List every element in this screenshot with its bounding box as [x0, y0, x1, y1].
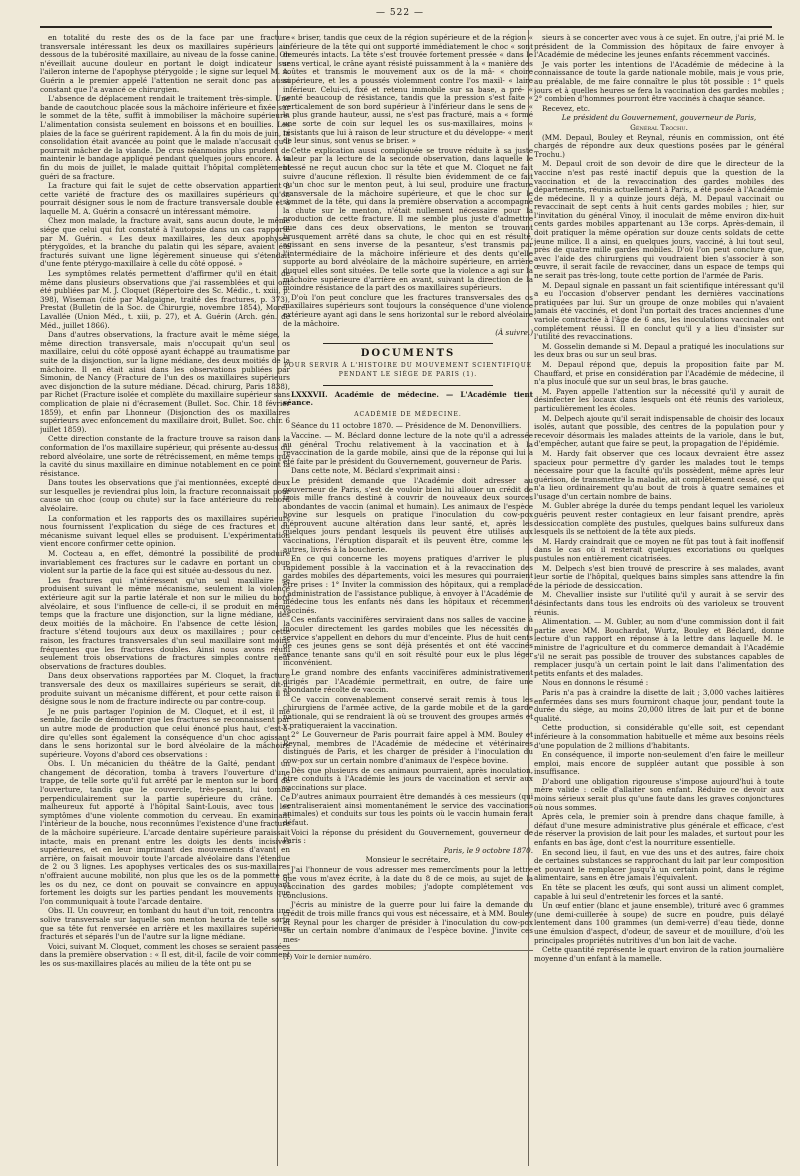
- page-number: — 522 —: [376, 8, 424, 18]
- paragraph: Cette production, si considérable qu'elle soit, est cependant inférieure à la consommation habituelle et même aux besoins réels d'une population de 2 millions d'habitants.: [534, 723, 784, 750]
- paragraph: Je ne puis partager l'opinion de M. Cloquet, et il est, il me semble, facile de démontrer que les fractures se reconnaissent par un autre mode de production que celui énoncé plus haut, c'est-à-dire qu'elles sont également la conséquence d'un choc agissant dans le sens horizontal sur le bord alvéolaire de la mâchoire supérieure. Voyons d'abord ces observations :: [40, 706, 290, 759]
- paragraph: La conformation et les rapports des os maxillaires supérieurs nous fournissent l'explication du siége de ces fractures et du mécanisme suivant lequel elles se produisent. L'expérimentation vient encore confirmer cette opinion.: [40, 513, 290, 549]
- paragraph: M. Delpech ajoute qu'il serait indispensable de choisir des locaux isolés, autant que possible, des centres de la population pour y recevoir désormais les malades atteints de la variole, dans le but, d'empêcher, autant que faire se peut, la propagation de l'épidémie.: [534, 413, 784, 449]
- paragraph: L'absence de déplacement rendait le traitement très-simple. Une bande de caoutchouc placée sous la mâchoire inférieure et fixée sur le sommet de la tête, suffit à immobiliser la mâchoire supérieure. L'alimentation consista seulement en boissons et en bouillies. Les plaies de la face se guérirent rapidement. À la fin du mois de juin, la consolidation était avancée au point que le malade n'accusait qu'il pourrait mâcher de la viande. De crus néanmoins plus prudent de maintenir le bandage appliqué pendant quelques jours encore. À la fin du mois de juillet, le malade quittait l'hôpital complètement guéri de sa fracture.: [40, 94, 290, 181]
- paragraph: Cette explication aussi compliquée se trouve réduite à sa juste valeur par la lecture de la seconde observation, dans laquelle le blessé ne reçut aucun choc sur la tête et que M. Cloquet ne fait suivre d'aucune réflexion. Il résulte bien évidemment de ce fait qu'un choc sur le menton peut, à lui seul, produire une fracture transversale de la mâchoire supérieure, et que le choc sur le sommet de la tête, qui dans la première observation a accompagné la chute sur le menton, n'était nullement nécessaire pour la production de cette fracture. Il me semble plus juste d'admettre que dans ces deux observations, le menton se trouvant brusquement arrêté dans sa chute, le choc qui en est résulté, agissant en sens inverse de la pesanteur, s'est transmis par l'intermédiaire de la mâchoire inférieure et des dents qu'elle supporte au bord alvéolaire de la mâchoire supérieure, en arrière duquel elles sont situées. De telle sorte que la violence a agi sur la mâchoire supérieure d'arrière en avant, suivant la direction de la moindre résistance de la part des os maxillaires supérieurs.: [283, 145, 533, 293]
- paragraph: Alimentation. — M. Gubler, au nom d'une commission dont il fait partie avec MM. Bouchardat, Wurtz, Bouley et Béclard, donne lecture d'un rapport en réponse à la lettre dans laquelle M. le ministre de l'agriculture et du commerce demandait à l'Académie s'il ne serait pas possible de trouver des substances capables de remplacer jusqu'à un certain point le lait dans l'alimentation des petits enfants et des malades.: [534, 617, 784, 678]
- signoff-role: Le président du Gouvernement, gouverneur de Paris,: [561, 113, 757, 123]
- paragraph: Cette direction constante de la fracture trouve sa raison dans la conformation de l'os maxillaire supérieur, qui présente au-dessus du rebord alvéolaire, une sorte de rétrécissement, en même temps que la cavité du sinus maxillaire en diminue notablement en ce point la résistance.: [40, 434, 290, 478]
- paragraph: D'autres animaux pourraient être demandés à ces messieurs (qui centraliseraient ainsi momentanément le service des vaccinations animales) et conduits sur tous les points où le vaccin humain ferait défaut.: [283, 792, 533, 828]
- session-line: Séance du 11 octobre 1870. — Présidence de M. Denonvilliers.: [291, 421, 522, 431]
- paragraph: J'ai l'honneur de vous adresser mes remercîments pour la lettre que vous m'avez écrite, à la date du 8 de ce mois, au sujet de la vaccination des gardes mobiles; j'adopte complétement vos conclusions.: [283, 865, 533, 900]
- academy-heading: ACADÉMIE DE MÉDECINE.: [354, 410, 462, 418]
- signoff-name: Général Trochu.: [630, 122, 688, 132]
- paragraph: Dans toutes les observations que j'ai mentionnées, excepté deux sur lesquelles je reviendrai plus loin, la fracture reconnaissait pour cause un choc (coup ou chute) sur la face antérieure du rebord alvéolaire.: [40, 478, 290, 514]
- paragraph: (MM. Depaul, Bouley et Reynal, réunis en commission, ont été chargés de répondre aux deux questions posées par le général Trochu.): [534, 132, 784, 159]
- paragraph: En tête se placent les œufs, qui sont aussi un aliment complet, capable à lui seul d'entretenir les forces et la santé.: [534, 883, 784, 901]
- section-heading: LXXXVII. Académie de médecine. — L'Académie tient séance.: [283, 389, 533, 408]
- header-rule: [40, 26, 772, 28]
- column-2: [283, 34, 533, 1166]
- paragraph: M. Gubler abrége la durée du temps pendant lequel les varioleux guéris peuvent rester contagieux en leur faisant prendre, après dessiccation complète des pustules, quelques bains sulfureux dans lesquels ils se nettoient de la tête aux pieds.: [534, 501, 784, 537]
- paragraph: Vaccine. — M. Béclard donne lecture de la note qu'il a adressée au général Trochu relativement à la vaccination et à la revaccination de la garde mobile, ainsi que de la réponse qui lui a été faite par le président du Gouvernement, gouverneur de Paris.: [283, 430, 533, 466]
- paragraph: Nous en donnons le résumé :: [542, 678, 649, 688]
- paragraph: En ce qui concerne les moyens pratiques d'arriver le plus rapidement possible à la vaccination et à la revaccination des gardes mobiles des départements, voici les mesures qui pourraient être prises : 1° Inviter la commission des hôpitaux, qui a remplacé l'administration de l'assistance publique, à envoyer à l'Académie de médecine tous les enfants nés dans les hôpitaux et récemment vaccinés.: [283, 554, 533, 615]
- paragraph: Le grand nombre des enfants vaccinifères administrativement dirigés par l'Académie permettrait, en outre, de faire une abondante récolte de vaccin.: [283, 667, 533, 695]
- paragraph: en totalité du reste des os de la face par une fracture transversale intéressant les deux os maxillaires supérieurs au-dessous de la tubérosité maxillaire, au niveau de la fosse canine. On n'éveillait aucune douleur en portant le doigt indicateur sur l'aileron interne de l'apophyse ptérygoïde ; le signe sur lequel M. A. Guérin a le premier appelé l'attention ne serait donc pas aussi constant que l'a avancé ce chirurgien.: [40, 34, 290, 94]
- paragraph: Dans d'autres observations, la fracture avait le même siége, la même direction transversale, mais n'occupait qu'un seul os maxillaire, celui du côté opposé ayant échappé au traumatisme par suite de la disjonction, sur la ligne médiane, des deux moitiés de la mâchoire. Il en était ainsi dans les observations publiées par Simonin, de Nancy (Fracture de l'un des os maxillaires supérieurs avec disjonction de la suture médiane. Décad. chirurg, Paris 1838), par Richet (Fracture isolée et complète du maxillaire supérieur sans complication de plaie ni d'écrasement (Bullet. Soc. Chir. 18 février 1859), et enfin par Lhonneur (Disjonction des os maxillaires supérieurs avec enfoncement du maxillaire droit, Bullet. Soc. chir. 6 juillet 1859).: [40, 330, 290, 434]
- paragraph: Chez mon malade, la fracture avait, sans aucun doute, le même siége que celui qui fut constaté à l'autopsie dans un cas rapporté par M. Guérin. « Les deux maxillaires, les deux apophyses ptérygoïdes, et la branche du palatin qui les sépare, avaient été fracturés suivant une ligne légèrement sinueuse qui s'étendait d'une fente ptérygo-maxillaire à celle du côté opposé. »: [40, 216, 290, 269]
- paragraph: Un œuf entier (blanc et jaune ensemble), trituré avec 6 grammes (une demi-cuillerée à soupe) de sucre en poudre, puis délayé lentement dans 100 grammes (un demi-verre) d'eau tiède, donne une émulsion d'aspect, d'odeur, de saveur et de mouillure, d'où les principales propriétés nutritives d'un bon lait de vache.: [534, 901, 784, 945]
- section-rule: [323, 385, 493, 386]
- paragraph: Recevez, etc.: [542, 103, 591, 113]
- paragraph: Je vais porter les intentions de l'Académie de médecine à la connaissance de toute la garde nationale mobile, mais je vous prie, au préalable, de me faire connaître le plus tôt possible : 1° quels jours et à quelles heures se fera la vaccination des gardes mobiles ; 2° combien d'hommes pourront être vaccinés à chaque séance.: [534, 59, 784, 104]
- paragraph: D'où l'on peut conclure que les fractures transversales des os maxillaires supérieurs sont toujours la conséquence d'une violence extérieure ayant agi dans le sens horizontal sur le rebord alvéolaire de la mâchoire.: [283, 292, 533, 328]
- paragraph: Ce vaccin convenablement conservé serait remis à tous les chirurgiens de l'armée active, de la garde mobile et de la garde nationale, qui se rendraient là où se trouvent des groupes armés et y pratiqueraient la vaccination.: [283, 694, 533, 730]
- paragraph: Les fractures qui n'intéressent qu'un seul maxillaire se produisent suivant le même mécanisme, seulement la violence extérieure agit sur la partie latérale et non sur le milieu du bord alvéolaire, et sous l'influence de celle-ci, il se produit en même temps que la fracture une disjonction, sur la ligne médiane, des deux moitiés de la mâchoire. En l'absence de cette lésion, la fracture s'étend toujours aux deux os maxillaires ; pour cette raison, les fractures transversales d'un seul maxillaire sont moins fréquentes que les fractures doubles. Ainsi nous avons réuni seulement trois observations de fractures simples contre neuf observations de fractures doubles.: [40, 575, 290, 671]
- paragraph: M. Hardy fait observer que ces locaux devraient être assez spacieux pour permettre d'y garder les malades tout le temps nécessaire pour que la faculté qu'ils possèdent, même après leur guérison, de transmettre la maladie, ait complètement cessé, ce qui n'a lieu ordinairement qu'au bout de trois à quatre semaines et l'usage d'un certain nombre de bains.: [534, 448, 784, 501]
- footnote: (1) Voir le dernier numéro.: [283, 950, 533, 962]
- paragraph: M. Depaul croit de son devoir de dire que le directeur de la vaccine n'est pas resté inactif depuis que la question de la vaccination et de la revaccination des gardes mobiles des départements, réunis actuellement à Paris, a été posée à l'Académie de médecine. Il y a quinze jours déjà, M. Depaul vaccinait ou revaccinait de sept cents à huit cents gardes mobiles ; hier, sur l'invitation du général Vinoy, il inoculait de même environ dix-huit cents gardes mobiles appartenant au 13e corps. Après-demain, il doit pratiquer la même opération sur douze cents soldats de cette jeune milice. Il a ainsi, en quelques jours, vacciné, à lui tout seul, près de quatre mille gardes mobiles. D'où l'on peut conclure que, avec l'aide des chirurgiens qui voudraient bien s'associer à son œuvre, il serait facile de revacciner, dans un espace de temps qui ne serait pas très-long, toute cette portion de l'armée de Paris.: [534, 159, 784, 281]
- paragraph: Ces enfants vaccinifères serviraient dans nos salles de vaccine à inoculer directement les gardes mobiles que les nécessités du service s'appellent en dehors du mur d'enceinte. Plus de huit cents de ces jeunes gens se sont déjà présentés et ont été vaccinés séance tenante sans qu'il en soit résulté pour eux le plus léger inconvénient.: [283, 615, 533, 668]
- documents-title: DOCUMENTS: [360, 347, 456, 359]
- paragraph: Les symptômes relatés permettent d'affirmer qu'il en était de même dans plusieurs observations que j'ai rassemblées et qui ont été publiées par M. J. Cloquet (Répertoire des Sc. Médic., t. xxiii, p. 398), Wiseman (cité par Malgaigne, traité des fractures, p. 373), Prestat (Bulletin de la Soc. de Chirurgie, novembre 1854), Morel-Lavallée (Union Méd., t. xiii, p. 27), et A. Guérin (Arch. gén. de Méd., juillet 1866).: [40, 269, 290, 330]
- paragraph: M. Gosselin demande si M. Depaul a pratiqué les inoculations sur les deux bras ou sur un seul bras.: [534, 341, 784, 360]
- paragraph: J'écris au ministre de la guerre pour lui faire la demande du crédit de trois mille francs qui vous est nécessaire, et à MM. Bouley et Reynal pour les charger de présider à l'inoculation du cow-pox sur un certain nombre d'animaux de l'espèce bovine. J'invite ces mes-: [283, 900, 533, 944]
- paragraph: En conséquence, il importe non-seulement d'en faire le meilleur emploi, mais encore de suppléer autant que possible à son insuffisance.: [534, 750, 784, 777]
- paragraph: M. Chevallier insiste sur l'utilité qu'il y aurait à se servir des désinfectants dans tous les endroits où des varioleux se trouvent réunis.: [534, 590, 784, 617]
- paragraph: 2° Le Gouverneur de Paris pourrait faire appel à MM. Bouley et Reynal, membres de l'Académie de médecine et vétérinaires distingués de Paris, et les charger de présider à l'inoculation du cow-pox sur un certain nombre d'animaux de l'espèce bovine.: [283, 730, 533, 765]
- paragraph: D'abord une obligation rigoureuse s'impose aujourd'hui à toute mère valide : celle d'allaiter son enfant. Réduire ce devoir aux moins sérieux serait plus qu'une faute dans les graves conjonctures où nous sommes.: [534, 776, 784, 812]
- paragraph: Après cela, le premier soin à prendre dans chaque famille, à défaut d'une mesure administrative plus générale et efficace, c'est de réserver la provision de lait pour les malades, et surtout pour les enfants en bas âge, dont c'est la nourriture essentielle.: [534, 812, 784, 848]
- letter-salutation: Monsieur le secrétaire,: [365, 855, 451, 865]
- paragraph: La fracture qui fait le sujet de cette observation appartient à cette variété de fracture des os maxillaires supérieurs qu'on pourrait désigner sous le nom de fracture transversale double et à laquelle M. A. Guérin a consacré un intéressant mémoire.: [40, 181, 290, 216]
- section-rule: [323, 343, 493, 344]
- letter-date: Paris, le 9 octobre 1870.: [443, 845, 533, 855]
- paragraph: M. Cocteau a, en effet, démontré la possibilité de produire invariablement ces fractures sur le cadavre en portant un coup violent sur la partie de la face qui est située au-dessous du nez.: [40, 549, 290, 576]
- paragraph: M. Depaul signale en passant un fait scientifique intéressant qu'il a eu l'occasion d'observer pendant les dernières vaccinations pratiquées par lui. Sur un groupe de onze mobiles qui n'avaient jamais été vaccinés, et dont l'un portait des traces anciennes d'une variole contractée à l'âge de 6 ans, les inoculations vaccinales ont complétement réussi. Il en conclut qu'il y a lieu d'insister sur l'utilité des revaccinations.: [534, 280, 784, 342]
- column-1: [40, 34, 290, 1166]
- paragraph: Obs. I. Un mécanicien du théâtre de la Gaîté, pendant un changement de décoration, tomba à travers l'ouverture d'une trappe, de telle sorte qu'il fut arrêté par le menton sur le bord de l'ouverture, tandis que le couvercle, très-pesant, lui tomba perpendiculairement sur la partie supérieure du crâne. Ce malheureux fut apporté à l'hôpital Saint-Louis, avec tous les symptômes d'une violente commotion du cerveau. En examinant l'intérieur de la bouche, nous reconnûmes l'existence d'une fracture de la mâchoire supérieure. L'arcade dentaire supérieure paraissait intacte, mais en prenant entre les doigts les dents incisives supérieures, et en leur imprimant des mouvements d'avant en arrière, on faisait mouvoir toute l'arcade alvéolaire dans l'étendue de 2 ou 3 lignes. Les apophyses verticales des os sus-maxillaires n'offraient aucune mobilité, non plus que les os de la pommette et les os du nez, ce dont on pouvait se convaincre en appuyant fortement les doigts sur les parties pendant les mouvements que l'on communiquait à toute l'arcade dentaire.: [40, 759, 290, 906]
- paragraph: Dès que plusieurs de ces animaux pourraient, après inoculation, être conduits à l'Académie les jours de vaccination et servir aux vaccinations sur place.: [283, 765, 533, 792]
- paragraph: M. Hardy craindrait que ce moyen ne fût pas tout à fait inoffensif dans le cas où il resterait quelques excoriations ou quelques pustules non entièrement cicatrisées.: [534, 536, 784, 564]
- paragraph: M. Delpech s'est bien trouvé de prescrire à ses malades, avant leur sortie de l'hôpital, quelques bains simples sans attendre la fin de la période de dessiccation.: [534, 563, 784, 590]
- paragraph: M. Depaul répond que, depuis la proposition faite par M. Chauffard, et prise en considération par l'Académie de médecine, il n'a plus inoculé que sur un seul bras, le bras gauche.: [534, 359, 784, 387]
- paragraph: M. Payen appelle l'attention sur la nécessité qu'il y aurait de désinfecter les locaux dans lesquels ont été réunis des varioleux, particulièrement les écoles.: [534, 386, 784, 413]
- paragraph: Dans deux observations rapportées par M. Cloquet, la fracture transversale des deux os maxillaires supérieurs se serait, dit-il, produite suivant un mécanisme différent, et pour cette raison il la désigne sous le nom de fracture indirecte ou par contre-coup.: [40, 671, 290, 707]
- paragraph: Paris n'a pas à craindre la disette de lait ; 3,000 vaches laitières enfermées dans ses murs fourniront chaque jour, pendant toute la durée du siége, au moins 20,000 litres de lait pur et de bonne qualité.: [534, 687, 784, 723]
- paragraph: Dans cette note, M. Béclard s'exprimait ainsi :: [291, 466, 461, 476]
- to-be-continued: (À suivre.): [495, 328, 533, 338]
- paragraph: En second lieu, il faut, en vue des uns et des autres, faire choix de certaines substances se rapprochant du lait par leur composition et pouvant le remplacer jusqu'à un certain point, dans le régime alimentaire, sans en être jamais l'équivalent.: [534, 847, 784, 883]
- paragraph: Le président demande que l'Académie doit adresser au gouverneur de Paris, s'est de vouloir bien lui allouer un crédit de trois mille francs destiné à couvrir de nouveaux deux sources abondantes de vaccin (animal et humain). Les animaux de l'espèce bovine sur lesquels on pratique l'inoculation du cow-pox n'éprouvent aucune altération dans leur santé, et, après les quelques jours pendant lesquels ils peuvent être utilisés aux vaccinations, l'éruption disparaît et ils peuvent être, comme les autres, livrés à la boucherie.: [283, 475, 533, 554]
- paragraph: sieurs à se concerter avec vous à ce sujet. En outre, j'ai prié M. le président de la Commission des hôpitaux de faire envoyer à l'Académie de médecine les jeunes enfants récemment vaccinés.: [534, 34, 784, 60]
- column-3: [534, 34, 784, 1166]
- documents-subtitle: POUR SERVIR À L'HISTOIRE DU MOUVEMENT SCIENTIFIQUE PENDANT LE SIÉGE DE PARIS (1).: [283, 362, 533, 378]
- paragraph: Obs. II. Un couvreur, en tombant du haut d'un toit, rencontra une solive transversale sur laquelle son menton heurta de telle sorte que sa tête fut renversée en arrière et les maxillaires supérieurs fracturés et séparés l'un de l'autre sur la ligne médiane.: [40, 906, 290, 942]
- paragraph: « briser, tandis que ceux de la région supérieure et de la région « inférieure de la tête qui ont supporté immédiatement le choc « sont demeurés intacts. La tête s'est trouvée fortement pressée « dans le sens vertical, le crâne ayant résisté puissamment à la « manière des voûtes et transmis le mouvement aux os de la mâ- « choire supérieure, et les a poussés violemment contre l'os maxil- « laire inférieur. Celui-ci, fixé et retenu immobile sur sa base, a pré- « senté beaucoup de résistance, tandis que la pression s'est faite « verticalement de son bord supérieur à l'inférieur dans le sens de « la plus grande hauteur, aussi, ne s'est pas fracturé, mais a « formé une sorte de coin sur lequel les os sus-maxillaires, moins « résistants que lui à raison de leur structure et du développe- « ment de leur sinus, sont venus se briser. »: [283, 34, 533, 146]
- paragraph: Voici la réponse du président du Gouvernement, gouverneur de Paris :: [283, 827, 533, 846]
- paragraph: Voici, suivant M. Cloquet, comment les choses se seraient passées dans la première observation : « Il est, dit-il, facile de voir comment les os sus-maxillaires placés au milieu de la tête ont pu se: [40, 941, 290, 968]
- paragraph: Cette quantité représente le quart environ de la ration journalière moyenne d'un enfant à la mamelle.: [534, 945, 784, 963]
